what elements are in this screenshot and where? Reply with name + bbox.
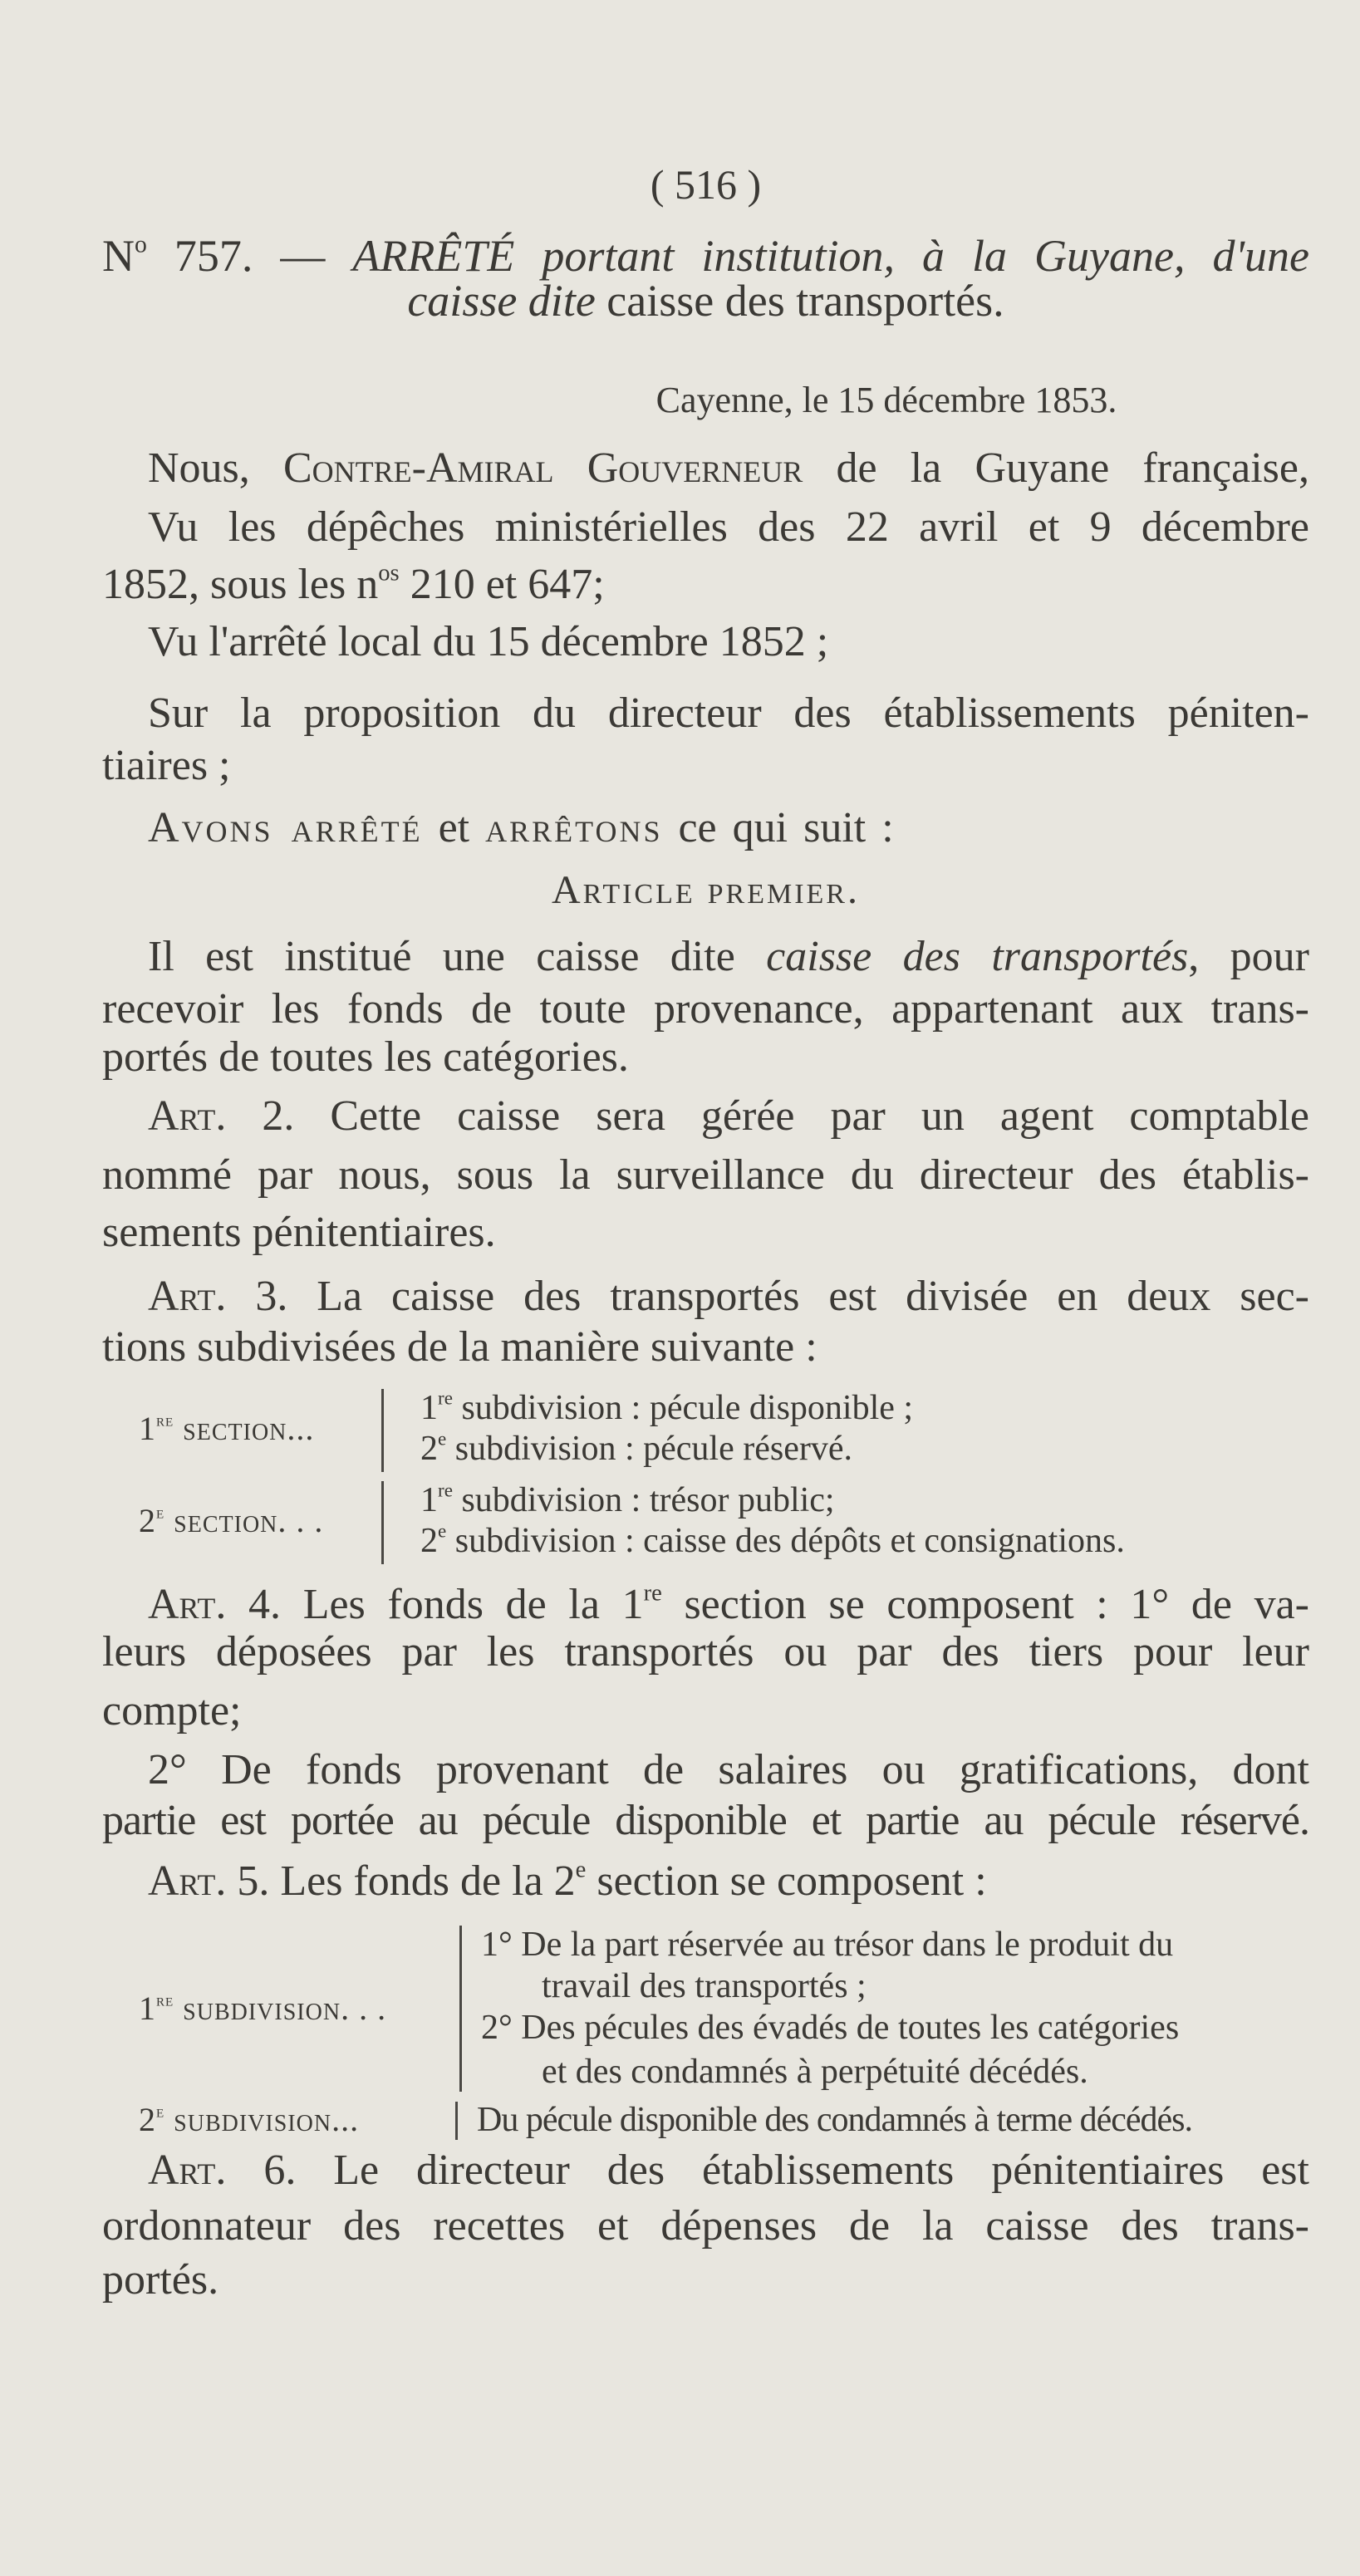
preamble-vu-2: Vu l'arrêté local du 15 décembre 1852 ; xyxy=(148,618,829,665)
article-1-line: portés de toutes les catégories. xyxy=(102,1033,629,1081)
section-1-label: 1re section... xyxy=(139,1409,315,1447)
article-1-line: Il est institué une caisse dite caisse des transportés, pour xyxy=(148,933,1309,980)
subdivision-1-label: 1re subdivision. . . xyxy=(139,1989,387,2027)
enacting-clause: Avons arrêté et arrêtons ce qui suit : xyxy=(148,804,894,851)
preamble-vu-1-cont: 1852, sous les $n^{os}$ 210 et 647; xyxy=(102,560,605,608)
article-3-line: tions subdivisées de la manière suivante : xyxy=(102,1323,817,1371)
article-1-heading: Article premier. xyxy=(552,868,860,912)
subdivision-item: 1re subdivision : pécule disponible ; xyxy=(420,1386,914,1427)
article-6-line: Art. 6. Le directeur des établissements pénitentiaires est xyxy=(148,2147,1309,2194)
article-5-line: Art. 5. Les fonds de la 2e section se composent : xyxy=(148,1857,987,1905)
section-2-label: 2e section. . . xyxy=(139,1501,324,1539)
article-2-line: Art. 2. Cette caisse sera gérée par un agent comptable xyxy=(148,1092,1309,1140)
article-4-line: partie est portée au pécule disponible et partie au pécule réservé. xyxy=(102,1797,1309,1844)
fund-item: travail des transportés ; xyxy=(542,1967,867,2005)
brace xyxy=(381,1389,384,1472)
brace xyxy=(381,1481,384,1564)
place-date: Cayenne, le 15 décembre 1853. xyxy=(655,380,1117,420)
preamble-sur: Sur la proposition du directeur des établissements péniten- xyxy=(148,689,1309,737)
article-2-line: nommé par nous, sous la surveillance du directeur des établis- xyxy=(102,1151,1309,1199)
decree-title-line2 xyxy=(102,274,1309,327)
brace xyxy=(459,1926,462,2092)
subdivision-item: 1re subdivision : trésor public; xyxy=(420,1479,835,1519)
article-2-line: sements pénitentiaires. xyxy=(102,1209,496,1256)
article-6-line: ordonnateur des recettes et dépenses de la caisse des trans- xyxy=(102,2202,1309,2250)
article-1-line: recevoir les fonds de toute provenance, appartenant aux trans- xyxy=(102,985,1309,1033)
article-4-line: compte; xyxy=(102,1687,242,1735)
article-3-line: Art. 3. La caisse des transportés est divisée en deux sec- xyxy=(148,1273,1309,1320)
page-number: ( 516 ) xyxy=(650,161,762,208)
decree-title-italic: ARRÊTÉ portant institution, à la Guyane, d'une xyxy=(352,231,1309,281)
brace xyxy=(455,2102,458,2140)
subdivision-item: 2e subdivision : caisse des dépôts et consignations. xyxy=(420,1519,1125,1560)
article-4-line: Art. 4. Les fonds de la 1re section se composent : 1° de va- xyxy=(148,1580,1309,1628)
fund-item: 1° De la part réservée au trésor dans le produit du xyxy=(481,1926,1174,1964)
subdivision-2-label: 2e subdivision... xyxy=(139,2100,360,2138)
subdivision-item: 2e subdivision : pécule réservé. xyxy=(420,1427,852,1468)
decree-number: $N^o$ 757. — xyxy=(102,231,353,281)
fund-item: Du pécule disponible des condamnés à terme décédés. xyxy=(477,2101,1193,2139)
fund-item: 2° Des pécules des évadés de toutes les catégories xyxy=(481,2009,1180,2047)
title-italic-part: caisse dite xyxy=(407,276,596,326)
article-6-line: portés. xyxy=(102,2256,219,2304)
preamble-vu-1: Vu les dépêches ministérielles des 22 avril et 9 décembre xyxy=(148,503,1309,551)
article-4-line: 2° De fonds provenant de salaires ou gratifications, dont xyxy=(148,1746,1309,1793)
title-roman-part: caisse des transportés. xyxy=(595,276,1004,326)
preamble-sur-cont: tiaires ; xyxy=(102,742,231,789)
preamble-nous: Nous, Contre-Amiral Gouverneur de la Guyane française, xyxy=(148,444,1309,492)
article-4-line: leurs déposées par les transportés ou par des tiers pour leur xyxy=(102,1628,1309,1676)
fund-item: et des condamnés à perpétuité décédés. xyxy=(542,2053,1088,2091)
